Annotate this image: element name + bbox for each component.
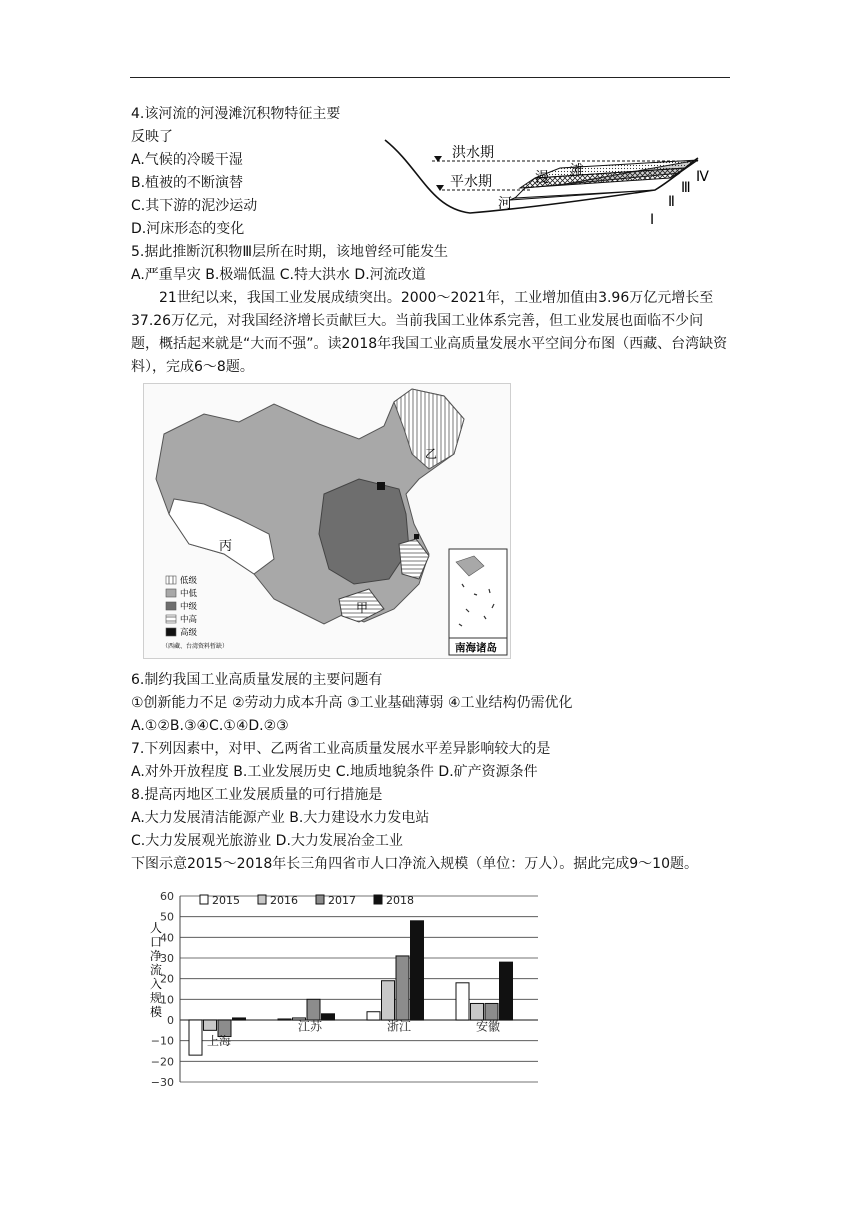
q4-stem-line1: 4.该河流的河漫滩沉积物特征主要 <box>131 106 341 122</box>
q7-options: A.对外开放程度 B.工业发展历史 C.地质地貌条件 D.矿产资源条件 <box>131 764 538 780</box>
layer-label-1: Ⅰ <box>650 212 655 228</box>
category-label: 江苏 <box>297 1019 323 1034</box>
q5-options: A.严重旱灾 B.极端低温 C.特大洪水 D.河流改道 <box>131 267 426 283</box>
label-he: 河 <box>498 196 512 212</box>
legend-label-2018: 2018 <box>386 894 414 907</box>
y-axis-label-char: 净 <box>150 949 163 963</box>
legend-label-midlow: 中低 <box>180 589 198 599</box>
y-tick-label: −30 <box>150 1076 174 1089</box>
map-legend <box>162 576 228 650</box>
y-tick-label: 50 <box>160 910 174 924</box>
y-tick-label: 0 <box>167 1014 174 1027</box>
map-label-jia: 甲 <box>356 601 369 615</box>
y-tick-label: 20 <box>160 972 174 986</box>
population-inflow-chart <box>140 884 550 1094</box>
legend-note: （西藏、台湾资料暂缺） <box>162 643 229 650</box>
category-label: 上海 <box>206 1033 232 1048</box>
chart-grid <box>180 896 538 1082</box>
bar-2017-江苏 <box>307 999 320 1020</box>
bar-2015-浙江 <box>367 1012 380 1020</box>
y-tick-label: 10 <box>160 993 174 1007</box>
legend-label-2016: 2016 <box>270 894 298 907</box>
y-tick-label: −20 <box>150 1055 174 1069</box>
bar-2016-安徽 <box>471 1003 484 1020</box>
legend-swatch-midlow <box>166 589 176 597</box>
bar-2016-浙江 <box>382 981 395 1020</box>
region-high-beijing <box>377 482 385 490</box>
q8-options-2: C.大力发展观光旅游业 D.大力发展冶金工业 <box>131 833 403 849</box>
bar-2015-江苏 <box>278 1019 291 1020</box>
bar-2018-安徽 <box>500 962 513 1020</box>
category-label: 安徽 <box>475 1019 501 1034</box>
river-floodplain-diagram <box>380 128 730 230</box>
intro-paragraph-6-8: 21世纪以来，我国工业发展成绩突出。2000～2021年，工业增加值由3.96万亿元增长至37.26万亿元，对我国经济增长贡献巨大。当前我国工业体系完善，但工业发展也面临不少问题，概括起来就是“大而不强”。读2018年我国工业高质量发展水平空间分布图（西藏、台湾缺资料），完成6～8题。 <box>131 290 728 375</box>
intro-paragraph-9-10: 下图示意2015～2018年长三角四省市人口净流入规模（单位：万人）。据此完成9～10题。 <box>131 856 698 872</box>
q6-items: ①创新能力不足 ②劳动力成本升高 ③工业基础薄弱 ④工业结构仍需优化 <box>131 695 573 711</box>
legend-swatch-2015 <box>200 895 208 904</box>
region-high-shanghai <box>414 534 419 539</box>
legend-swatch-2017 <box>316 895 324 904</box>
bar-2018-江苏 <box>322 1014 335 1020</box>
q6-options: A.①②B.③④C.①④D.②③ <box>131 718 289 734</box>
normal-period-label: 平水期 <box>450 174 492 190</box>
flood-level-marker <box>434 156 442 162</box>
layer-label-3: Ⅲ <box>681 180 691 196</box>
y-axis-label-char: 模 <box>150 1005 163 1019</box>
legend-swatch-high <box>166 628 176 636</box>
y-tick-label: 30 <box>160 952 174 965</box>
y-tick-label: −10 <box>150 1034 174 1048</box>
bar-2018-浙江 <box>411 921 424 1020</box>
inset-title: 南海诸岛 <box>455 642 497 654</box>
legend-label-high: 高级 <box>180 628 198 638</box>
legend-label-midhigh: 中高 <box>180 615 198 625</box>
south-china-sea-inset <box>449 549 507 655</box>
bar-2017-安徽 <box>485 1003 498 1020</box>
q4-stem-line2: 反映了 <box>131 129 173 145</box>
map-label-bing: 丙 <box>219 539 233 554</box>
q4-option-c: C.其下游的泥沙运动 <box>131 198 258 214</box>
flood-period-label: 洪水期 <box>452 145 494 161</box>
layer-label-2: Ⅱ <box>668 194 675 210</box>
y-tick-label: 40 <box>160 931 174 945</box>
legend-label-2017: 2017 <box>328 894 356 907</box>
legend-label-mid: 中级 <box>180 602 198 612</box>
q4-option-b: B.植被的不断演替 <box>131 175 244 191</box>
y-tick-label: 60 <box>160 890 174 903</box>
q6-stem: 6.制约我国工业高质量发展的主要问题有 <box>131 672 383 688</box>
q5-stem: 5.据此推断沉积物Ⅲ层所在时期，该地曾经可能发生 <box>131 244 449 260</box>
category-labels <box>207 1018 500 1047</box>
legend-swatch-low <box>166 576 176 584</box>
bar-2015-安徽 <box>456 983 469 1020</box>
china-industry-map <box>143 383 511 659</box>
region-middle <box>319 479 409 584</box>
bar-2016-上海 <box>204 1020 217 1030</box>
header-rule <box>130 77 730 78</box>
legend-swatch-midhigh <box>166 615 176 623</box>
legend-label-low: 低级 <box>180 576 198 586</box>
q7-stem: 7.下列因素中，对甲、乙两省工业高质量发展水平差异影响较大的是 <box>131 741 551 757</box>
q4-option-d: D.河床形态的变化 <box>131 221 245 237</box>
label-man: 漫 <box>535 170 549 186</box>
q8-options-1: A.大力发展清洁能源产业 B.大力建设水力发电站 <box>131 810 430 826</box>
chart-bars <box>189 921 513 1055</box>
bar-2017-浙江 <box>396 956 409 1020</box>
y-axis-label-char: 人 <box>150 921 163 935</box>
bar-2018-上海 <box>233 1018 246 1020</box>
legend-swatch-2018 <box>374 895 382 904</box>
layer-label-4: Ⅳ <box>696 169 709 185</box>
y-axis-label-char: 流 <box>150 963 163 977</box>
bar-2015-上海 <box>189 1020 202 1055</box>
legend-swatch-mid <box>166 602 176 610</box>
y-axis-label <box>150 921 162 1019</box>
category-label: 浙江 <box>386 1019 412 1034</box>
label-tan: 滩 <box>570 163 584 179</box>
y-axis-label-char: 规 <box>150 991 163 1005</box>
y-axis-label-char: 口 <box>150 935 163 949</box>
map-label-yi: 乙 <box>425 447 438 461</box>
q8-stem: 8.提高丙地区工业发展质量的可行措施是 <box>131 787 383 803</box>
y-axis-label-char: 入 <box>150 977 163 991</box>
q4-option-a: A.气候的冷暖干湿 <box>131 152 243 168</box>
map-canvas <box>144 384 510 658</box>
legend-label-2015: 2015 <box>212 894 240 907</box>
legend-swatch-2016 <box>258 895 266 904</box>
